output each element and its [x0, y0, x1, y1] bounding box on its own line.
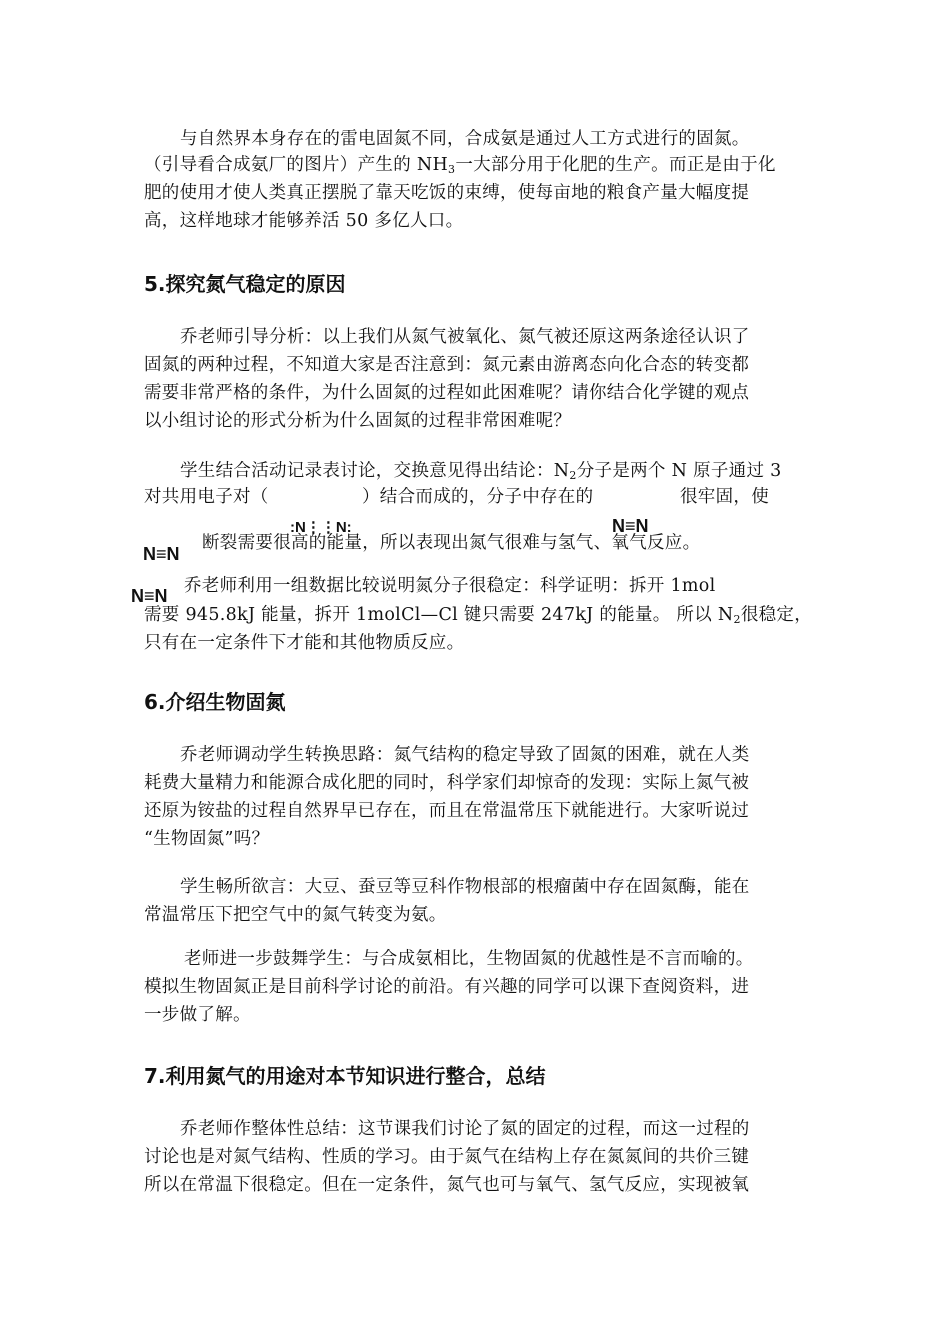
para6-line2: 常温常压下把空气中的氮气转变为氨。 [144, 905, 447, 925]
para1-line4: 高，这样地球才能够养活 50 多亿人口。 [144, 211, 464, 231]
section-heading-5: 5.探究氮气稳定的原因 [144, 272, 346, 296]
triple-bond-formula-2: N≡N [143, 544, 180, 564]
para7-line2: 模拟生物固氮正是目前科学讨论的前沿。有兴趣的同学可以课下查阅资料，进 [144, 977, 750, 997]
para5-line3: 还原为铵盐的过程自然界早已存在，而且在常温常压下就能进行。大家听说过 [144, 801, 750, 821]
para8-line1: 乔老师作整体性总结：这节课我们讨论了氮的固定的过程，而这一过程的 [180, 1119, 750, 1139]
para2-line3: 需要非常严格的条件，为什么固氮的过程如此困难呢？请你结合化学键的观点 [144, 383, 750, 403]
para8-line2: 讨论也是对氮气结构、性质的学习。由于氮气在结构上存在氮氮间的共价三键 [144, 1147, 750, 1167]
para8-line3: 所以在常温下很稳定。但在一定条件，氮气也可与氧气、氢气反应，实现被氧 [144, 1175, 750, 1195]
para3-line1: 学生结合活动记录表讨论，交换意见得出结论：$N_2$分子是两个 N 原子通过 3 [180, 461, 782, 482]
section-heading-7: 7.利用氮气的用途对本节知识进行整合，总结 [144, 1064, 546, 1088]
para4-line2: 需要 945.8kJ 能量，拆开 1molCl—Cl 键只需要 247kJ 的能量。 所以 $N_2$很稳定， [144, 605, 813, 626]
para1-line1: 与自然界本身存在的雷电固氮不同，合成氨是通过人工方式进行的固氮。 [180, 129, 750, 149]
para7-line3: 一步做了解。 [144, 1005, 251, 1025]
para3-line3: 断裂需要很高的能量，所以表现出氮气很难与氢气、氧气反应。 [202, 533, 701, 553]
para1-line2: （引导看合成氨厂的图片）产生的 $NH_3$一大部分用于化肥的生产。而正是由于化 [144, 155, 776, 176]
para3-line2-part3: 很牢固，使 [680, 487, 769, 507]
para5-line2: 耗费大量精力和能源合成化肥的同时，科学家们却惊奇的发现：实际上氮气被 [144, 773, 750, 793]
para6-line1: 学生畅所欲言：大豆、蚕豆等豆科作物根部的根瘤菌中存在固氮酶，能在 [180, 877, 750, 897]
section-heading-6: 6.介绍生物固氮 [144, 690, 286, 714]
lewis-structure-n2: :N⋮⋮N: [290, 519, 352, 536]
para4-line1: 乔老师利用一组数据比较说明氮分子很稳定：科学证明：拆开 1mol [184, 576, 716, 596]
para4-line3: 只有在一定条件下才能和其他物质反应。 [144, 633, 465, 653]
para5-line1: 乔老师调动学生转换思路：氮气结构的稳定导致了固氮的困难，就在人类 [180, 745, 750, 765]
para3-line2-part1: 对共用电子对（ [144, 487, 269, 507]
para2-line4: 以小组讨论的形式分析为什么固氮的过程非常困难呢？ [144, 411, 572, 431]
para3-line2-part2: ）结合而成的，分子中存在的 [362, 487, 594, 507]
triple-bond-formula-1: N≡N [612, 516, 649, 536]
para2-line1: 乔老师引导分析：以上我们从氮气被氧化、氮气被还原这两条途径认识了 [180, 327, 750, 347]
triple-bond-formula-3: N≡N [131, 586, 168, 606]
para5-line4: “生物固氮”吗？ [144, 829, 270, 849]
para2-line2: 固氮的两种过程，不知道大家是否注意到：氮元素由游离态向化合态的转变都 [144, 355, 750, 375]
para1-line3: 肥的使用才使人类真正摆脱了靠天吃饭的束缚，使每亩地的粮食产量大幅度提 [144, 183, 750, 203]
para7-line1: 老师进一步鼓舞学生：与合成氨相比，生物固氮的优越性是不言而喻的。 [184, 949, 754, 969]
